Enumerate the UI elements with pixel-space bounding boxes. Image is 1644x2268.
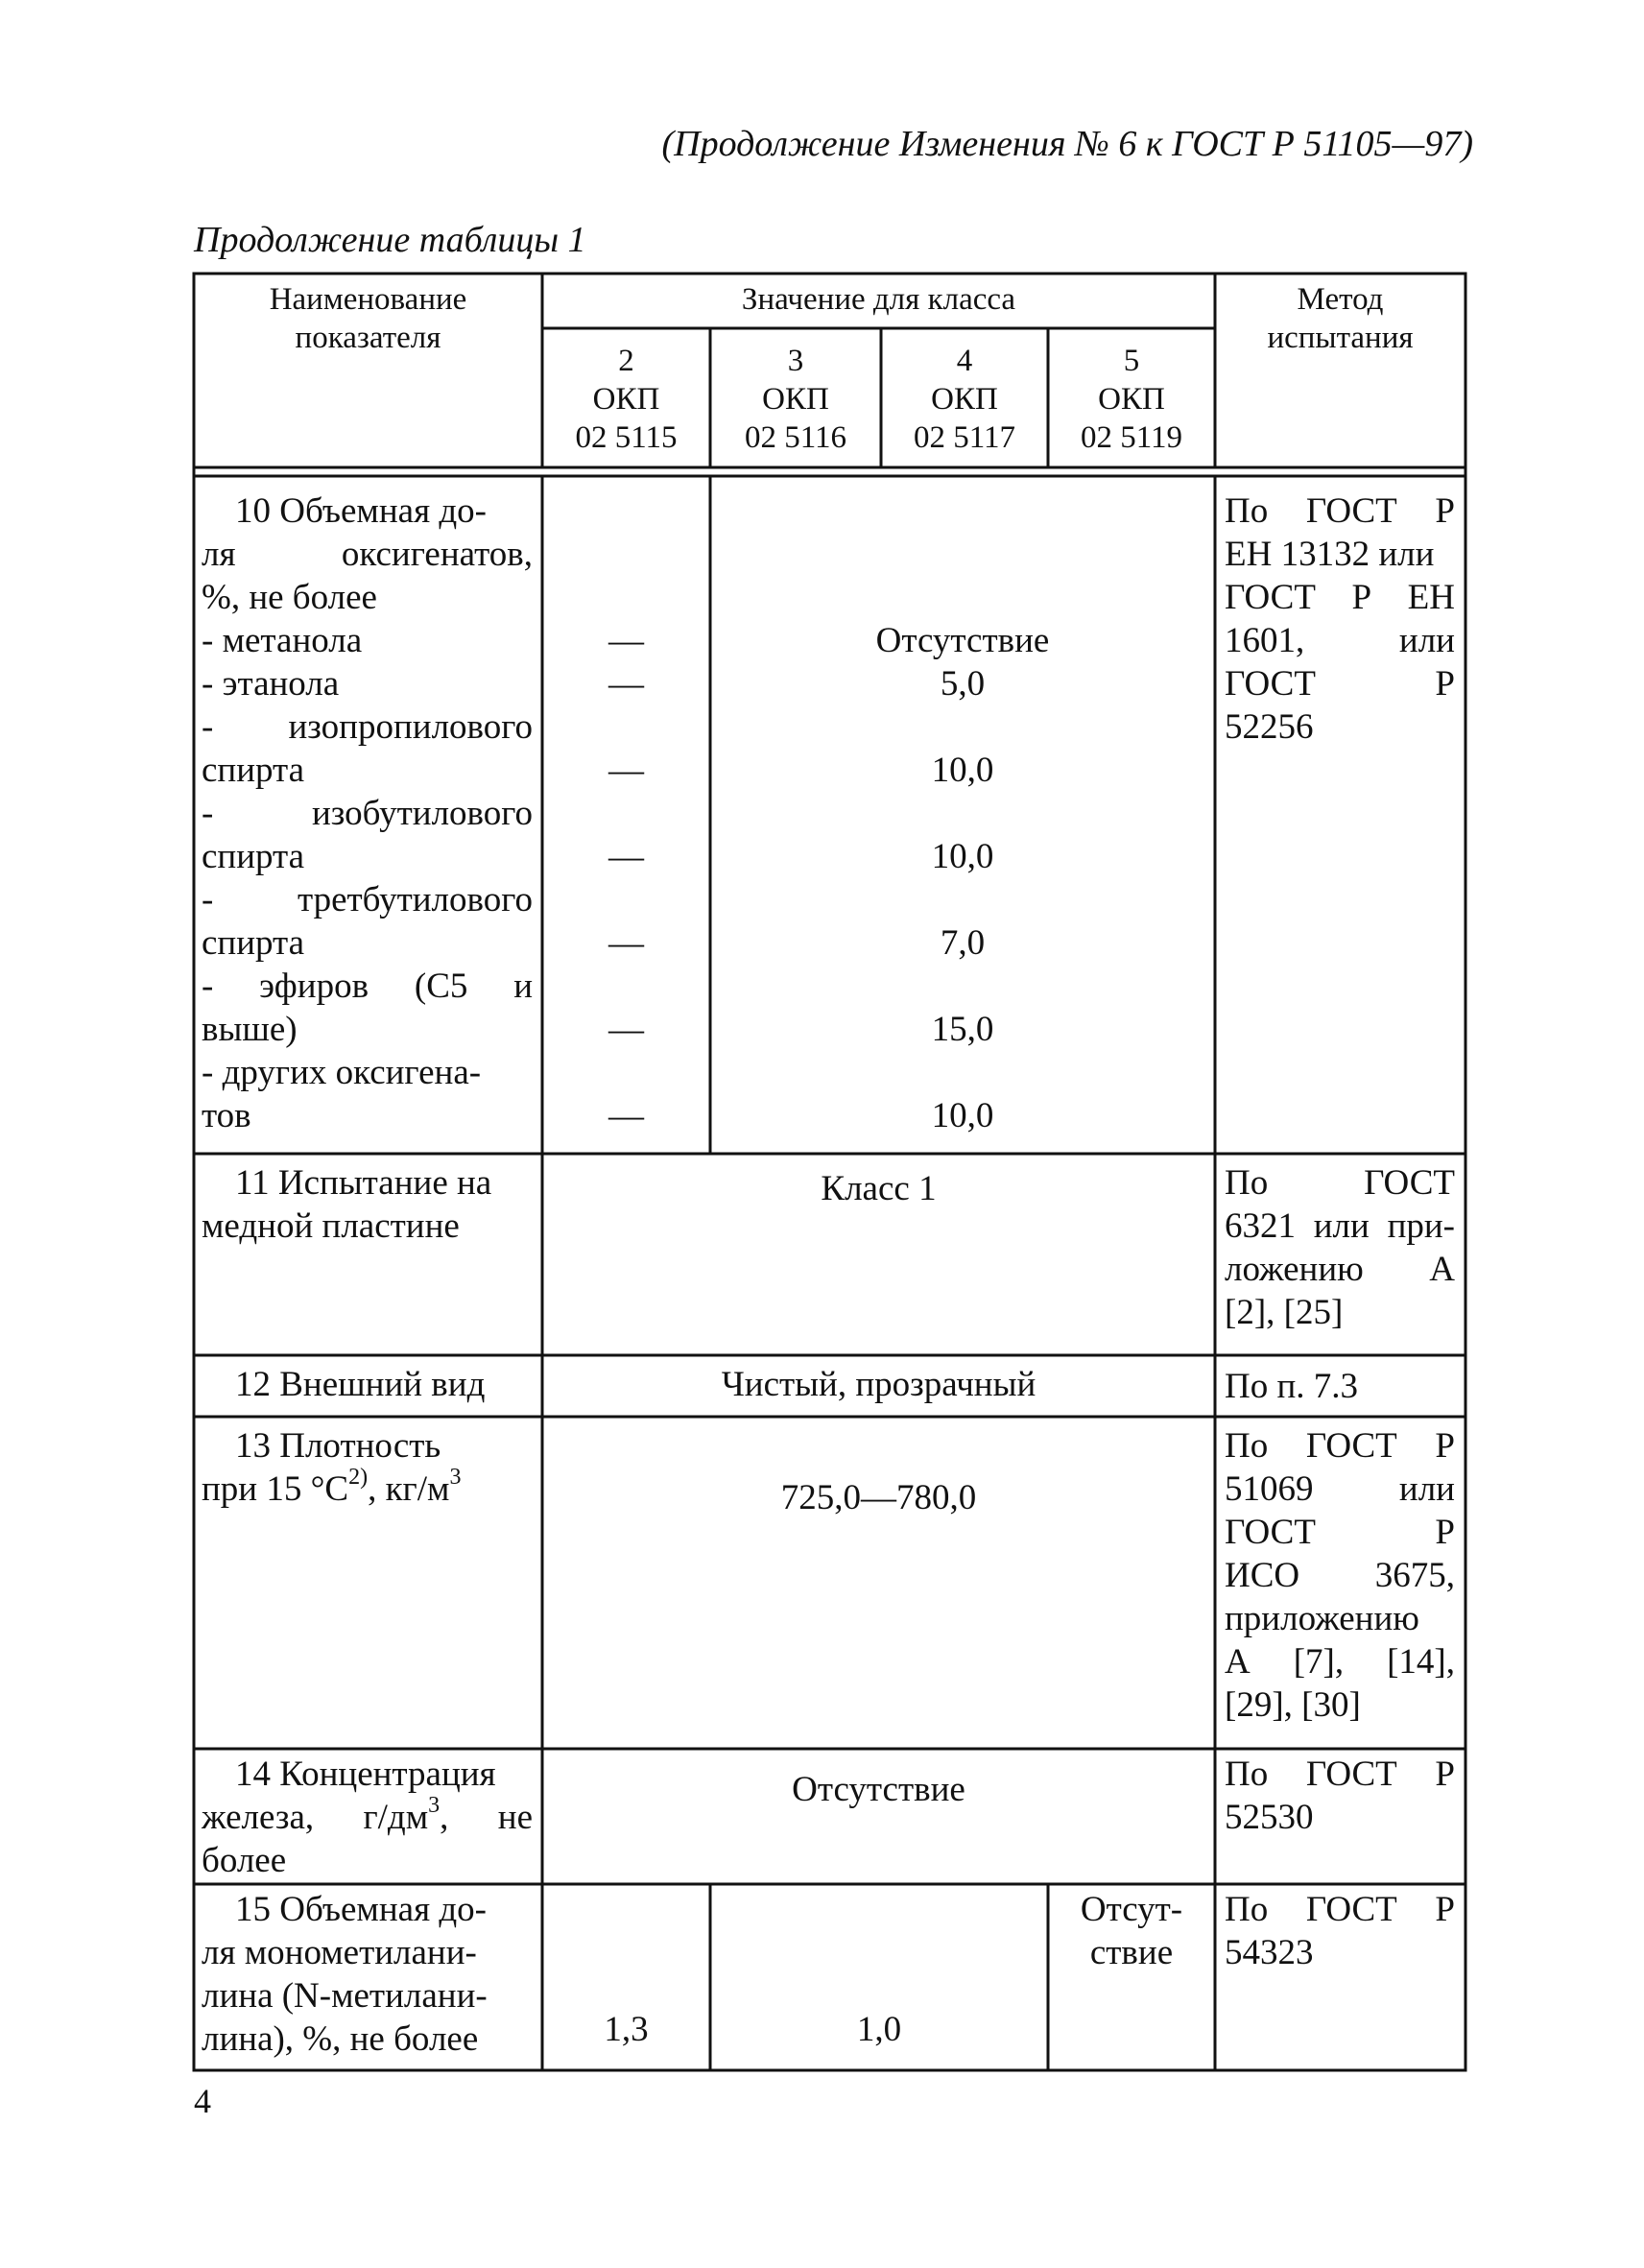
row10-value-ethanol: 5,0 [940,664,986,704]
row12-method: По п. 7.3 [1225,1367,1359,1406]
row15-name: 15 Объемная до- ля монометилани- лина (N-метилани- лина), %, не более [202,1890,488,2059]
row15-class2-value: 1,3 [604,2010,649,2049]
header-class-4: 4 ОКП 02 5117 [913,344,1016,455]
row10-class2-dash-isobutyl: — [608,837,644,876]
row14-name: 14 Концентрация железа, $г/дм^3$, не более [202,1755,533,1880]
row11-name: 11 Испытание на медной пластине [202,1163,492,1246]
header-value-group: Значение для класса [741,282,1016,317]
row10-class2-dash-ethanol: — [608,664,644,704]
header-class-3: 3 ОКП 02 5116 [744,344,847,455]
row10-class2-dash-ethers: — [608,1010,644,1049]
row10-value-methanol: Отсутствие [875,621,1050,660]
row10-class2-dash-tertbutyl: — [608,923,644,963]
row10-method: По ГОСТ Р ЕН 13132 или ГОСТ Р ЕН 1601, или ГОСТ Р 52256 [1225,491,1455,747]
row10-name: 10 Объемная до- ля оксигенатов, %, не более - метанола - этанола - изопропилового спирта - изобутилового спирта - третбутилового спирта - эфиров (С5 и выше) - других оксигена- тов [202,491,533,1135]
header-name: Наименование показателя [269,282,467,355]
row10-value-tertbutyl: 7,0 [940,923,986,963]
row13-name: 13 Плотность при 15 $^\circ С^{2)}$, $кг/м^3$ [202,1426,462,1509]
row11-method: По ГОСТ 6321 или при- ложению А [2], [25] [1225,1163,1455,1332]
row12-value: Чистый, прозрачный [721,1365,1036,1404]
row12-name: 12 Внешний вид [235,1365,486,1404]
row10-class2-dash-isopropyl: — [608,751,644,790]
row10-value-isopropyl: 10,0 [931,751,994,790]
row14-value: Отсутствие [792,1770,965,1809]
row10-class2-dash-other: — [608,1096,644,1135]
table-continuation-label: Продолжение таблицы 1 [194,220,586,260]
row10-value-ethers: 15,0 [931,1010,994,1049]
row14-method: По ГОСТ Р 52530 [1225,1755,1455,1837]
row10-value-isobutyl: 10,0 [931,837,994,876]
row13-method: По ГОСТ Р 51069 или ГОСТ Р ИСО 3675, приложению А [7], [14], [29], [30] [1225,1426,1455,1725]
row11-value: Класс 1 [821,1169,937,1208]
header-class-2: 2 ОКП 02 5115 [575,344,678,455]
running-header: (Продолжение Изменения № 6 к ГОСТ Р 51105—97) [661,124,1473,164]
row13-value: 725,0—780,0 [780,1478,977,1517]
row10-class2-dash-methanol: — [608,621,644,660]
page-number: 4 [194,2082,211,2120]
row15-class3-4-value: 1,0 [856,2010,902,2049]
row15-method: По ГОСТ Р 54323 [1225,1890,1455,1972]
header-class-5: 5 ОКП 02 5119 [1080,344,1183,455]
row10-value-other: 10,0 [931,1096,994,1135]
row15-class5-value: Отсут- ствие [1080,1890,1183,1972]
header-method: Метод испытания [1267,282,1414,355]
